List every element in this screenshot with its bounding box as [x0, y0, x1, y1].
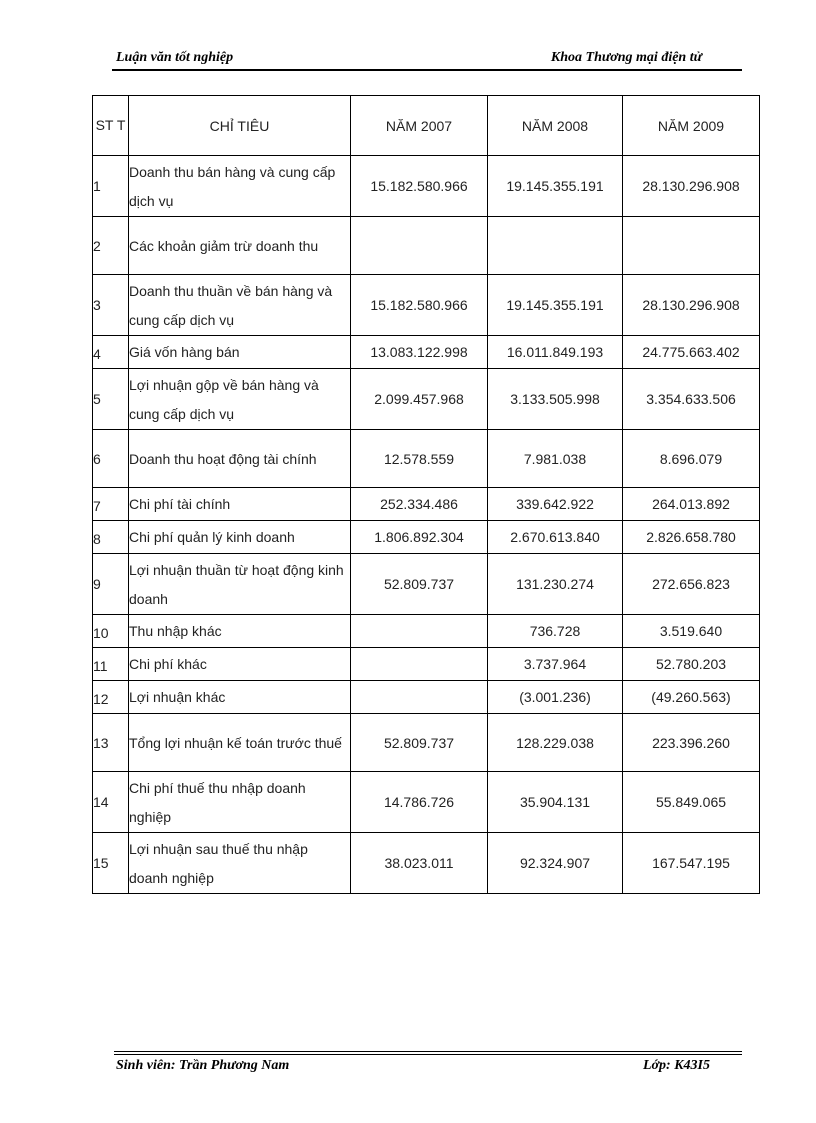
column-header-2008: NĂM 2008 [488, 96, 623, 156]
value-2008: 2.670.613.840 [488, 521, 623, 554]
value-2007: 38.023.011 [351, 833, 488, 894]
value-2008: 3.133.505.998 [488, 369, 623, 430]
value-2007: 14.786.726 [351, 772, 488, 833]
column-header-indicator: CHỈ TIÊU [129, 96, 351, 156]
row-indicator: Lợi nhuận khác [129, 681, 351, 714]
table-row [93, 833, 760, 894]
row-indicator: Giá vốn hàng bán [129, 336, 351, 369]
row-number: 13 [93, 714, 129, 772]
row-indicator: Các khoản giảm trừ doanh thu [129, 217, 351, 275]
value-2007: 15.182.580.966 [351, 156, 488, 217]
header-divider [112, 69, 742, 71]
student-name: Sinh viên: Trần Phương Nam [116, 1058, 290, 1073]
value-2009: 52.780.203 [623, 648, 760, 681]
row-number: 5 [93, 369, 129, 430]
row-indicator: Lợi nhuận thuần từ hoạt động kinh doanh [129, 554, 351, 615]
table-row [93, 772, 760, 833]
column-header-2007: NĂM 2007 [351, 96, 488, 156]
value-2008: 736.728 [488, 615, 623, 648]
row-number: 6 [93, 430, 129, 488]
row-number: 3 [93, 275, 129, 336]
value-2007: 15.182.580.966 [351, 275, 488, 336]
row-number: 7 [93, 488, 129, 521]
value-2007: 52.809.737 [351, 714, 488, 772]
table-header-row [93, 96, 760, 156]
table-row [93, 336, 760, 369]
table-row [93, 615, 760, 648]
value-2007 [351, 217, 488, 275]
row-indicator: Lợi nhuận sau thuế thu nhập doanh nghiệp [129, 833, 351, 894]
value-2008: 339.642.922 [488, 488, 623, 521]
footer-divider [114, 1051, 742, 1052]
value-2009: 55.849.065 [623, 772, 760, 833]
value-2009: 8.696.079 [623, 430, 760, 488]
value-2009: 28.130.296.908 [623, 156, 760, 217]
row-indicator: Lợi nhuận gộp về bán hàng và cung cấp dịch vụ [129, 369, 351, 430]
value-2008: 128.229.038 [488, 714, 623, 772]
row-indicator: Chi phí thuế thu nhập doanh nghiệp [129, 772, 351, 833]
value-2009: 2.826.658.780 [623, 521, 760, 554]
value-2009: 28.130.296.908 [623, 275, 760, 336]
table-row [93, 156, 760, 217]
table-row [93, 488, 760, 521]
row-indicator: Chi phí khác [129, 648, 351, 681]
table-row [93, 369, 760, 430]
value-2007: 13.083.122.998 [351, 336, 488, 369]
value-2008 [488, 217, 623, 275]
table-row [93, 521, 760, 554]
value-2009: 264.013.892 [623, 488, 760, 521]
thesis-title: Luận văn tốt nghiệp [116, 50, 234, 65]
value-2008: 16.011.849.193 [488, 336, 623, 369]
value-2007 [351, 681, 488, 714]
value-2007 [351, 615, 488, 648]
table-row [93, 681, 760, 714]
table-row [93, 217, 760, 275]
value-2008: 92.324.907 [488, 833, 623, 894]
row-indicator: Tổng lợi nhuận kế toán trước thuế [129, 714, 351, 772]
value-2009 [623, 217, 760, 275]
value-2008: 3.737.964 [488, 648, 623, 681]
row-number: 4 [93, 336, 129, 369]
table-row [93, 430, 760, 488]
value-2009: 3.354.633.506 [623, 369, 760, 430]
value-2008: 131.230.274 [488, 554, 623, 615]
row-indicator: Thu nhập khác [129, 615, 351, 648]
table-row [93, 714, 760, 772]
value-2007: 2.099.457.968 [351, 369, 488, 430]
column-header-2009: NĂM 2009 [623, 96, 760, 156]
row-number: 1 [93, 156, 129, 217]
row-indicator: Chi phí tài chính [129, 488, 351, 521]
value-2008: 19.145.355.191 [488, 275, 623, 336]
row-number: 10 [93, 615, 129, 648]
value-2009: 24.775.663.402 [623, 336, 760, 369]
row-indicator: Doanh thu hoạt động tài chính [129, 430, 351, 488]
class-code: Lớp: K43I5 [642, 1058, 710, 1073]
table-row [93, 554, 760, 615]
column-header-stt: ST T [93, 96, 129, 156]
value-2009: 167.547.195 [623, 833, 760, 894]
value-2007: 52.809.737 [351, 554, 488, 615]
table-row [93, 648, 760, 681]
row-number: 9 [93, 554, 129, 615]
row-number: 14 [93, 772, 129, 833]
value-2008: 35.904.131 [488, 772, 623, 833]
row-number: 15 [93, 833, 129, 894]
footer-divider-inner [114, 1054, 742, 1055]
table-row [93, 275, 760, 336]
value-2009: 3.519.640 [623, 615, 760, 648]
row-number: 12 [93, 681, 129, 714]
faculty-name: Khoa Thương mại điện tử [550, 50, 702, 65]
value-2007: 252.334.486 [351, 488, 488, 521]
page-footer [116, 1058, 710, 1076]
value-2009: (49.260.563) [623, 681, 760, 714]
value-2009: 272.656.823 [623, 554, 760, 615]
page-header [116, 50, 740, 68]
row-indicator: Doanh thu thuần về bán hàng và cung cấp dịch vụ [129, 275, 351, 336]
value-2008: 7.981.038 [488, 430, 623, 488]
financial-results-table [92, 95, 760, 894]
value-2007: 1.806.892.304 [351, 521, 488, 554]
value-2007: 12.578.559 [351, 430, 488, 488]
value-2007 [351, 648, 488, 681]
value-2008: (3.001.236) [488, 681, 623, 714]
row-number: 2 [93, 217, 129, 275]
value-2008: 19.145.355.191 [488, 156, 623, 217]
row-number: 11 [93, 648, 129, 681]
value-2009: 223.396.260 [623, 714, 760, 772]
row-indicator: Chi phí quản lý kinh doanh [129, 521, 351, 554]
row-number: 8 [93, 521, 129, 554]
row-indicator: Doanh thu bán hàng và cung cấp dịch vụ [129, 156, 351, 217]
